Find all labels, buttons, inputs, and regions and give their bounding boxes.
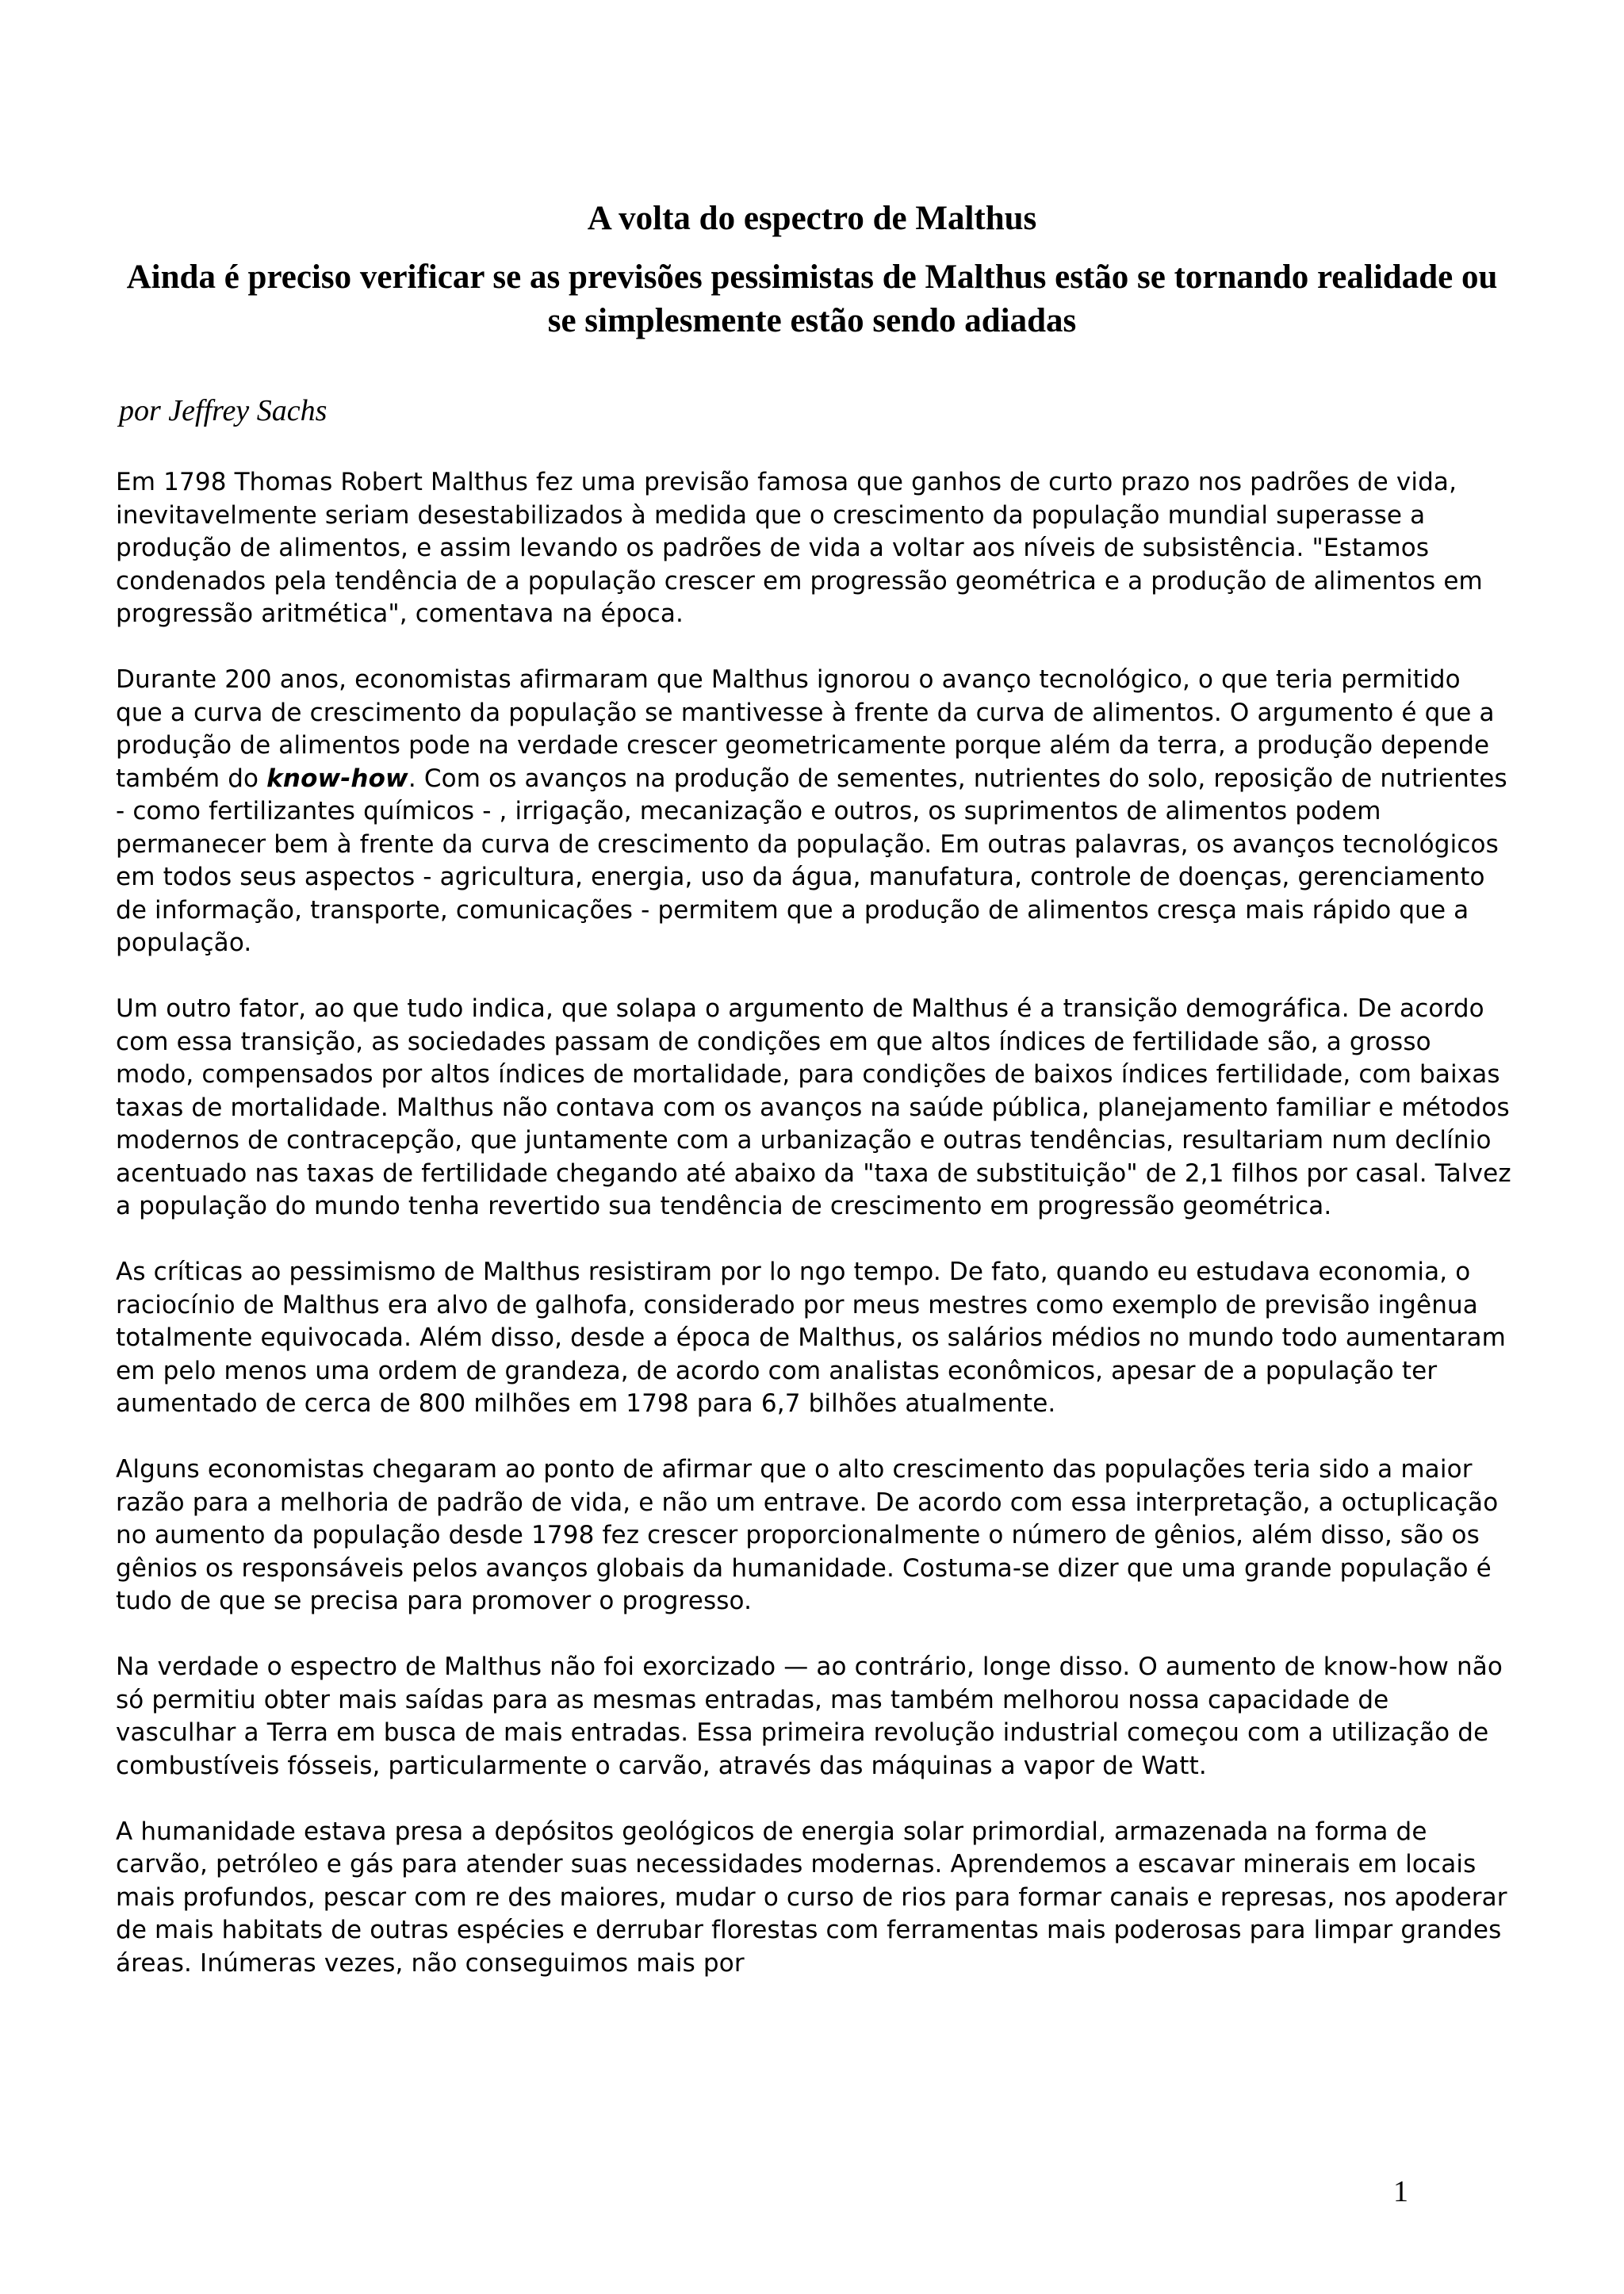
article-byline: por Jeffrey Sachs: [119, 394, 327, 427]
paragraph-1: Em 1798 Thomas Robert Malthus fez uma previsão famosa que ganhos de curto prazo nos padrões de vida, inevitavelmente seriam desestabilizados à medida que o crescimento da população mundial superasse a produção de alimentos, e assim levando os padrões de vida a voltar aos níveis de subsistência. "Estamos condenados pela tendência de a população crescer em progressão geométrica e a produção de alimentos em progressão aritmética", comentava na época.: [116, 468, 1483, 628]
know-how-emphasis: know-how: [266, 764, 408, 793]
paragraph-3: Um outro fator, ao que tudo indica, que solapa o argumento de Malthus é a transição demográfica. De acordo com essa transição, as sociedades passam de condições em que altos índices de fertilidade são, a grosso modo, compensados por altos índices de mortalidade, para condições de baixos índices fertilidade, com baixas taxas de mortalidade. Malthus não contava com os avanços na saúde pública, planejamento familiar e métodos modernos de contracepção, que juntamente com a urbanização e outras tendências, resultariam num declínio acentuado nas taxas de fertilidade chegando até abaixo da "taxa de substituição" de 2,1 filhos por casal. Talvez a população do mundo tenha revertido sua tendência de crescimento em progressão geométrica.: [116, 994, 1511, 1220]
article-subtitle: Ainda é preciso verificar se as previsões pessimistas de Malthus estão se tornando realidade ou se simplesmente estão sendo adiadas: [126, 259, 1498, 339]
paragraph-7: A humanidade estava presa a depósitos geológicos de energia solar primordial, armazenada na forma de carvão, petróleo e gás para atender suas necessidades modernas. Aprendemos a escavar minerais em locais mais profundos, pescar com re des maiores, mudar o curso de rios para formar canais e represas, nos apoderar de mais habitats de outras espécies e derrubar florestas com ferramentas mais poderosas para limpar grandes áreas. Inúmeras vezes, não conseguimos mais por: [116, 1817, 1507, 1978]
article-body: [116, 466, 1511, 1980]
paragraph-2: [116, 664, 1511, 960]
paragraph-6: Na verdade o espectro de Malthus não foi exorcizado — ao contrário, longe disso. O aumento de know-how não só permitiu obter mais saídas para as mesmas entradas, mas também melhorou nossa capacidade de vasculhar a Terra em busca de mais entradas. Essa primeira revolução industrial começou com a utilização de combustíveis fósseis, particularmente o carvão, através das máquinas a vapor de Watt.: [116, 1653, 1503, 1780]
paragraph-5: Alguns economistas chegaram ao ponto de afirmar que o alto crescimento das populações teria sido a maior razão para a melhoria de padrão de vida, e não um entrave. De acordo com essa interpretação, a octuplicação no aumento da população desde 1798 fez crescer proporcionalmente o número de gênios, além disso, são os gênios os responsáveis pelos avanços globais da humanidade. Costuma-se dizer que uma grande população é tudo de que se precisa para promover o progresso.: [116, 1455, 1499, 1615]
paragraph-2-after: . Com os avanços na produção de sementes, nutrientes do solo, reposição de nutrientes - como fertilizantes químicos - , irrigação, mecanização e outros, os suprimentos de alimentos podem permanecer bem à frente da curva de crescimento da população. Em outras palavras, os avanços tecnológicos em todos seus aspectos - agricultura, energia, uso da água, manufatura, controle de doenças, gerenciamento de informação, transporte, comunicações - permitem que a produção de alimentos cresça mais rápido que a população.: [116, 764, 1507, 957]
paragraph-2-before: Durante 200 anos, economistas afirmaram que Malthus ignorou o avanço tecnológico, o que teria permitido que a curva de crescimento da população se mantivesse à frente da curva de alimentos. O argumento é que a produção de alimentos pode na verdade crescer geometricamente porque além da terra, a produção depende também do: [116, 665, 1495, 793]
article-title: A volta do espectro de Malthus: [587, 200, 1037, 237]
page-number: 1: [1393, 2175, 1408, 2208]
paragraph-4: As críticas ao pessimismo de Malthus resistiram por lo ngo tempo. De fato, quando eu estudava economia, o raciocínio de Malthus era alvo de galhofa, considerado por meus mestres como exemplo de previsão ingênua totalmente equivocada. Além disso, desde a época de Malthus, os salários médios no mundo todo aumentaram em pelo menos uma ordem de grandeza, de acordo com analistas econômicos, apesar de a população ter aumentado de cerca de 800 milhões em 1798 para 6,7 bilhões atualmente.: [116, 1258, 1506, 1418]
